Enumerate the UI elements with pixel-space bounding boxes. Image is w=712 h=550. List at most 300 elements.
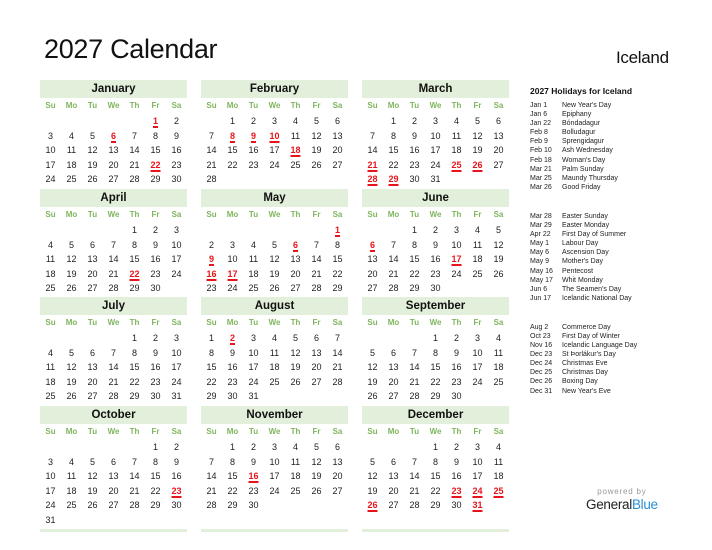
day-cell: 12 bbox=[269, 254, 280, 264]
day-cell: 25 bbox=[472, 268, 483, 279]
weekday-label: We bbox=[268, 210, 281, 219]
day-cell: 14 bbox=[108, 254, 119, 264]
week-row bbox=[362, 252, 509, 267]
day-cell: 2 bbox=[173, 442, 179, 452]
day-cell: 2 bbox=[152, 225, 158, 235]
week-row bbox=[201, 158, 348, 173]
week-row bbox=[362, 440, 509, 455]
holiday-item bbox=[530, 248, 705, 257]
holiday-date: Nov 16 bbox=[530, 342, 553, 350]
week-row bbox=[362, 498, 509, 513]
day-cell: 24 bbox=[451, 268, 462, 279]
day-cell: 30 bbox=[248, 500, 259, 510]
day-cell: 15 bbox=[409, 254, 420, 264]
day-cell: 9 bbox=[229, 347, 235, 358]
day-cell: 7 bbox=[208, 456, 214, 467]
weekday-label: Su bbox=[367, 210, 378, 219]
empty-day-cell bbox=[103, 331, 124, 346]
weekday-label: Su bbox=[367, 318, 378, 327]
day-cell: 16 bbox=[451, 471, 462, 481]
month-july bbox=[40, 297, 187, 404]
holiday-date: Jun 17 bbox=[530, 294, 552, 302]
day-cell: 8 bbox=[152, 130, 158, 141]
holiday-item bbox=[530, 230, 705, 239]
day-cell: 30 bbox=[451, 391, 462, 401]
day-cell: 2 bbox=[250, 116, 256, 126]
day-cell: 18 bbox=[290, 471, 301, 481]
weekday-label: Mo bbox=[65, 101, 78, 110]
day-cell: 4 bbox=[271, 333, 277, 343]
weekday-label: We bbox=[429, 101, 442, 110]
day-cell: 25 bbox=[66, 500, 77, 510]
week-row bbox=[40, 238, 187, 253]
day-cell: 4 bbox=[495, 333, 501, 343]
week-row bbox=[201, 114, 348, 129]
holiday-day-cell: 29 bbox=[388, 174, 399, 184]
month-november bbox=[201, 406, 348, 513]
day-cell: 3 bbox=[474, 333, 480, 343]
weekday-label: Tu bbox=[409, 101, 420, 110]
day-cell: 9 bbox=[152, 347, 158, 358]
holiday-day-cell: 6 bbox=[110, 130, 116, 141]
day-cell: 24 bbox=[430, 159, 441, 170]
day-cell: 20 bbox=[332, 145, 343, 155]
week-row bbox=[362, 281, 509, 296]
day-cell: 29 bbox=[430, 391, 441, 401]
empty-day-cell bbox=[82, 513, 103, 528]
holiday-date: Feb 10 bbox=[530, 147, 552, 155]
week-row bbox=[201, 238, 348, 253]
holiday-name: Ash Wednesday bbox=[562, 147, 613, 155]
day-cell: 9 bbox=[173, 456, 179, 467]
day-cell: 31 bbox=[430, 174, 441, 184]
day-cell: 4 bbox=[68, 130, 74, 141]
day-cell: 19 bbox=[493, 254, 504, 264]
empty-day-cell bbox=[103, 114, 124, 129]
holiday-day-cell: 1 bbox=[152, 116, 158, 126]
day-cell: 19 bbox=[311, 471, 322, 481]
day-cell: 31 bbox=[45, 514, 56, 525]
holiday-day-cell: 25 bbox=[493, 485, 504, 496]
holidays-list bbox=[530, 101, 705, 396]
weekday-header bbox=[362, 207, 509, 223]
empty-day-cell bbox=[222, 223, 243, 238]
day-cell: 13 bbox=[493, 130, 504, 141]
month-april bbox=[40, 189, 187, 296]
weekday-label: Th bbox=[129, 318, 140, 327]
weekday-label: Sa bbox=[493, 318, 504, 327]
holiday-date: Jan 1 bbox=[530, 102, 548, 109]
day-cell: 29 bbox=[332, 283, 343, 293]
day-cell: 12 bbox=[367, 471, 378, 481]
day-cell: 1 bbox=[411, 225, 417, 235]
weekday-label: Th bbox=[290, 101, 301, 110]
empty-day-cell bbox=[285, 389, 306, 404]
holiday-name: New Year's Eve bbox=[562, 387, 611, 395]
day-cell: 5 bbox=[68, 347, 74, 358]
week-row bbox=[201, 498, 348, 513]
day-cell: 30 bbox=[150, 391, 161, 401]
empty-day-cell bbox=[383, 223, 404, 238]
day-cell: 1 bbox=[152, 442, 158, 452]
day-cell: 4 bbox=[47, 347, 53, 358]
day-cell: 20 bbox=[388, 485, 399, 496]
weekday-label: Mo bbox=[387, 210, 400, 219]
day-cell: 23 bbox=[227, 376, 238, 387]
holiday-day-cell: 26 bbox=[472, 159, 483, 170]
day-cell: 8 bbox=[334, 239, 340, 250]
day-cell: 14 bbox=[409, 471, 420, 481]
day-cell: 22 bbox=[388, 159, 399, 170]
day-cell: 18 bbox=[451, 145, 462, 155]
day-cell: 7 bbox=[411, 347, 417, 358]
empty-day-cell bbox=[306, 172, 327, 187]
month-title: September bbox=[362, 297, 509, 315]
holiday-day-cell: 6 bbox=[369, 239, 375, 250]
day-cell: 4 bbox=[453, 116, 459, 126]
empty-day-cell bbox=[243, 172, 264, 187]
weekday-label: Fr bbox=[151, 318, 160, 327]
holiday-name: Easter Sunday bbox=[562, 212, 608, 220]
empty-day-cell bbox=[362, 223, 383, 238]
day-cell: 15 bbox=[129, 362, 140, 372]
empty-day-cell bbox=[103, 223, 124, 238]
day-cell: 15 bbox=[227, 145, 238, 155]
empty-day-cell bbox=[40, 331, 61, 346]
holiday-name: Sprengidagur bbox=[562, 138, 605, 146]
empty-day-cell bbox=[306, 498, 327, 513]
empty-day-cell bbox=[327, 498, 348, 513]
day-cell: 23 bbox=[430, 268, 441, 279]
weekday-label: Th bbox=[129, 101, 140, 110]
holidays-panel bbox=[530, 86, 705, 416]
weekday-header bbox=[362, 424, 509, 440]
day-cell: 17 bbox=[472, 471, 483, 481]
day-cell: 31 bbox=[248, 391, 259, 401]
day-cell: 3 bbox=[250, 333, 256, 343]
day-cell: 27 bbox=[332, 159, 343, 170]
day-cell: 20 bbox=[493, 145, 504, 155]
day-cell: 9 bbox=[453, 456, 459, 467]
week-row bbox=[40, 469, 187, 484]
holiday-day-cell: 22 bbox=[150, 159, 161, 170]
holiday-date: Dec 23 bbox=[530, 351, 553, 359]
holiday-date: Jan 22 bbox=[530, 120, 552, 128]
day-cell: 11 bbox=[290, 456, 301, 467]
empty-day-cell bbox=[201, 440, 222, 455]
brand-logo bbox=[586, 487, 658, 512]
day-cell: 20 bbox=[87, 376, 98, 387]
day-cell: 26 bbox=[66, 391, 77, 401]
day-cell: 21 bbox=[409, 376, 420, 387]
day-cell: 15 bbox=[129, 254, 140, 264]
empty-day-cell bbox=[82, 440, 103, 455]
weekday-label: We bbox=[268, 427, 281, 436]
empty-day-cell bbox=[488, 389, 509, 404]
holiday-item bbox=[530, 110, 705, 119]
day-cell: 5 bbox=[474, 116, 480, 126]
day-cell: 7 bbox=[131, 456, 137, 467]
week-row bbox=[40, 158, 187, 173]
day-cell: 22 bbox=[150, 485, 161, 496]
week-row bbox=[201, 172, 348, 187]
day-cell: 22 bbox=[227, 159, 238, 170]
empty-day-cell bbox=[222, 172, 243, 187]
day-cell: 23 bbox=[451, 376, 462, 387]
day-cell: 5 bbox=[369, 456, 375, 467]
month-title: August bbox=[201, 297, 348, 315]
day-cell: 27 bbox=[290, 283, 301, 293]
holiday-item bbox=[530, 267, 705, 276]
weekday-label: Sa bbox=[171, 318, 182, 327]
day-cell: 6 bbox=[313, 333, 319, 343]
holiday-day-cell: 1 bbox=[334, 225, 340, 235]
week-row bbox=[40, 375, 187, 390]
holiday-name: Christmas Eve bbox=[562, 360, 608, 368]
week-row bbox=[362, 375, 509, 390]
day-cell: 8 bbox=[208, 347, 214, 358]
weekday-label: We bbox=[107, 427, 120, 436]
day-cell: 29 bbox=[206, 391, 217, 401]
week-row bbox=[40, 223, 187, 238]
week-row bbox=[362, 158, 509, 173]
weekday-label: Tu bbox=[87, 318, 98, 327]
month-june bbox=[362, 189, 509, 296]
day-cell: 17 bbox=[269, 145, 280, 155]
day-cell: 12 bbox=[290, 347, 301, 358]
day-cell: 2 bbox=[411, 116, 417, 126]
empty-day-cell bbox=[61, 440, 82, 455]
day-cell: 1 bbox=[432, 333, 438, 343]
day-cell: 13 bbox=[388, 471, 399, 481]
week-row bbox=[362, 484, 509, 499]
weekday-label: Sa bbox=[332, 318, 343, 327]
day-cell: 4 bbox=[474, 225, 480, 235]
holiday-date: Mar 26 bbox=[530, 183, 552, 191]
day-cell: 8 bbox=[432, 456, 438, 467]
empty-day-cell bbox=[40, 440, 61, 455]
weekday-label: We bbox=[268, 101, 281, 110]
week-row bbox=[40, 252, 187, 267]
day-cell: 19 bbox=[367, 376, 378, 387]
day-cell: 23 bbox=[248, 159, 259, 170]
month-january bbox=[40, 80, 187, 201]
week-row bbox=[201, 129, 348, 144]
holiday-date: May 16 bbox=[530, 267, 553, 275]
holiday-group bbox=[530, 323, 705, 396]
day-cell: 27 bbox=[108, 174, 119, 184]
holiday-day-cell: 28 bbox=[367, 174, 378, 184]
weekday-label: Mo bbox=[65, 210, 78, 219]
day-cell: 10 bbox=[248, 347, 259, 358]
day-cell: 7 bbox=[110, 239, 116, 250]
day-cell: 18 bbox=[66, 159, 77, 170]
weekday-label: Su bbox=[206, 318, 217, 327]
holiday-item bbox=[530, 174, 705, 183]
week-row bbox=[201, 223, 348, 238]
holiday-date: Mar 25 bbox=[530, 174, 552, 182]
week-row bbox=[40, 498, 187, 513]
holiday-day-cell: 23 bbox=[451, 485, 462, 496]
weekday-header bbox=[40, 424, 187, 440]
holiday-day-cell: 16 bbox=[248, 471, 259, 481]
holiday-item bbox=[530, 212, 705, 221]
day-cell: 2 bbox=[250, 442, 256, 452]
day-cell: 3 bbox=[173, 333, 179, 343]
weekday-header bbox=[40, 207, 187, 223]
weekday-label: Sa bbox=[493, 210, 504, 219]
holiday-item bbox=[530, 137, 705, 146]
day-cell: 25 bbox=[45, 391, 56, 401]
day-cell: 22 bbox=[227, 485, 238, 496]
day-cell: 26 bbox=[311, 159, 322, 170]
empty-day-cell bbox=[124, 513, 145, 528]
day-cell: 27 bbox=[87, 391, 98, 401]
week-row bbox=[201, 267, 348, 282]
day-cell: 6 bbox=[89, 239, 95, 250]
day-cell: 30 bbox=[150, 283, 161, 293]
day-cell: 19 bbox=[472, 145, 483, 155]
day-cell: 28 bbox=[206, 500, 217, 510]
week-row bbox=[362, 172, 509, 187]
empty-day-cell bbox=[40, 114, 61, 129]
holiday-date: Dec 24 bbox=[530, 360, 553, 368]
holiday-day-cell: 18 bbox=[290, 145, 301, 155]
holiday-day-cell: 6 bbox=[292, 239, 298, 250]
empty-day-cell bbox=[103, 440, 124, 455]
day-cell: 19 bbox=[311, 145, 322, 155]
week-row bbox=[201, 455, 348, 470]
day-cell: 14 bbox=[129, 145, 140, 155]
day-cell: 2 bbox=[453, 333, 459, 343]
day-cell: 7 bbox=[131, 130, 137, 141]
weekday-label: Tu bbox=[248, 427, 259, 436]
day-cell: 20 bbox=[108, 485, 119, 496]
empty-day-cell bbox=[166, 281, 187, 296]
day-cell: 17 bbox=[171, 362, 182, 372]
day-cell: 26 bbox=[367, 391, 378, 401]
holiday-day-cell: 23 bbox=[171, 485, 182, 496]
week-row bbox=[201, 375, 348, 390]
empty-day-cell bbox=[362, 440, 383, 455]
day-cell: 3 bbox=[271, 442, 277, 452]
day-cell: 13 bbox=[311, 347, 322, 358]
day-cell: 31 bbox=[171, 391, 182, 401]
day-cell: 28 bbox=[409, 391, 420, 401]
weekday-label: Mo bbox=[387, 101, 400, 110]
day-cell: 26 bbox=[493, 268, 504, 279]
empty-day-cell bbox=[362, 114, 383, 129]
weekday-label: We bbox=[268, 318, 281, 327]
week-row bbox=[362, 267, 509, 282]
day-cell: 27 bbox=[311, 376, 322, 387]
weekday-label: Sa bbox=[332, 101, 343, 110]
holiday-date: Apr 22 bbox=[530, 231, 551, 239]
empty-day-cell bbox=[201, 114, 222, 129]
month-title: November bbox=[201, 406, 348, 424]
month-title: May bbox=[201, 189, 348, 207]
day-cell: 6 bbox=[334, 116, 340, 126]
month-title: July bbox=[40, 297, 187, 315]
day-cell: 15 bbox=[150, 471, 161, 481]
empty-day-cell bbox=[201, 223, 222, 238]
day-cell: 17 bbox=[45, 159, 56, 170]
day-cell: 24 bbox=[171, 268, 182, 279]
day-cell: 13 bbox=[332, 130, 343, 141]
week-row bbox=[362, 331, 509, 346]
brand-name-dark: General bbox=[586, 497, 632, 512]
day-cell: 22 bbox=[129, 376, 140, 387]
empty-day-cell bbox=[446, 172, 467, 187]
holiday-item bbox=[530, 285, 705, 294]
holiday-date: May 6 bbox=[530, 249, 550, 257]
day-cell: 26 bbox=[87, 500, 98, 510]
day-cell: 5 bbox=[369, 347, 375, 358]
day-cell: 13 bbox=[108, 471, 119, 481]
weekday-header bbox=[201, 315, 348, 331]
holiday-date: Dec 31 bbox=[530, 387, 553, 395]
day-cell: 10 bbox=[430, 130, 441, 141]
day-cell: 11 bbox=[290, 130, 301, 141]
holiday-date: Aug 2 bbox=[530, 323, 549, 331]
day-cell: 23 bbox=[150, 376, 161, 387]
day-cell: 17 bbox=[45, 485, 56, 496]
week-row bbox=[201, 440, 348, 455]
day-cell: 16 bbox=[430, 254, 441, 264]
weekday-label: Fr bbox=[151, 210, 160, 219]
weekday-label: Fr bbox=[312, 210, 321, 219]
holiday-day-cell: 22 bbox=[129, 268, 140, 279]
day-cell: 11 bbox=[493, 456, 504, 467]
day-cell: 3 bbox=[453, 225, 459, 235]
weekday-label: Fr bbox=[151, 101, 160, 110]
day-cell: 28 bbox=[129, 500, 140, 510]
day-cell: 2 bbox=[208, 239, 214, 250]
brand-name-blue: Blue bbox=[631, 497, 658, 512]
day-cell: 29 bbox=[227, 500, 238, 510]
day-cell: 16 bbox=[150, 362, 161, 372]
day-cell: 25 bbox=[493, 376, 504, 387]
weekday-label: Mo bbox=[226, 318, 239, 327]
day-cell: 10 bbox=[472, 347, 483, 358]
weekday-label: Fr bbox=[312, 318, 321, 327]
day-cell: 26 bbox=[87, 174, 98, 184]
day-cell: 27 bbox=[388, 500, 399, 510]
week-row bbox=[40, 389, 187, 404]
day-cell: 20 bbox=[367, 268, 378, 279]
week-row bbox=[362, 114, 509, 129]
weekday-label: We bbox=[429, 427, 442, 436]
empty-day-cell bbox=[82, 114, 103, 129]
day-cell: 17 bbox=[472, 362, 483, 372]
day-cell: 27 bbox=[493, 159, 504, 170]
holiday-day-cell: 10 bbox=[269, 130, 280, 141]
holiday-date: Mar 28 bbox=[530, 212, 552, 220]
weekday-header bbox=[201, 98, 348, 114]
holiday-date: May 9 bbox=[530, 258, 550, 266]
week-row bbox=[40, 455, 187, 470]
day-cell: 5 bbox=[495, 225, 501, 235]
day-cell: 12 bbox=[311, 456, 322, 467]
holiday-day-cell: 9 bbox=[208, 254, 214, 264]
day-cell: 6 bbox=[334, 442, 340, 452]
week-row bbox=[40, 331, 187, 346]
day-cell: 22 bbox=[430, 485, 441, 496]
day-cell: 14 bbox=[367, 145, 378, 155]
day-cell: 13 bbox=[87, 254, 98, 264]
holiday-day-cell: 17 bbox=[227, 268, 238, 279]
holiday-item bbox=[530, 332, 705, 341]
